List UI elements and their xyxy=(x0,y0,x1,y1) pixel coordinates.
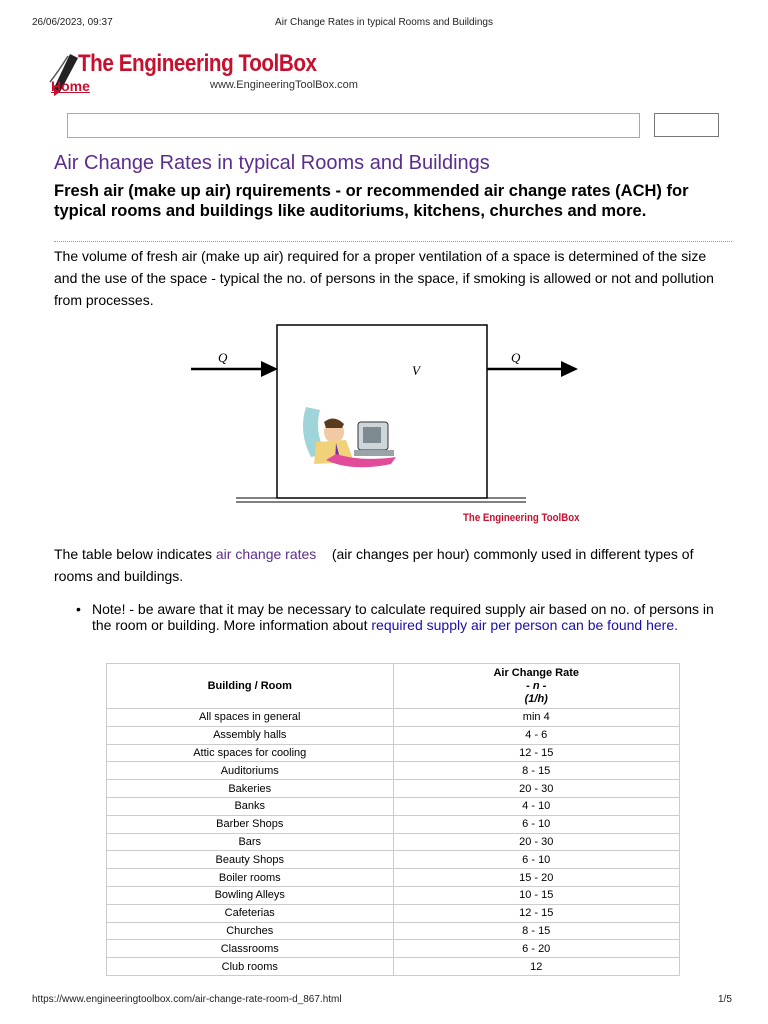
subtitle-divider xyxy=(54,241,732,242)
col-header-rate-line2: - n - xyxy=(526,679,547,692)
q-out-label: Q xyxy=(511,350,521,365)
col-header-rate-line3: (1/h) xyxy=(524,692,548,705)
print-url: https://www.engineeringtoolbox.com/air-change-rate-room-d_867.html xyxy=(32,994,342,1005)
rate-cell: 4 - 10 xyxy=(393,797,680,815)
rate-cell: 10 - 15 xyxy=(393,886,680,904)
col-header-rate-line1: Air Change Rate xyxy=(493,666,580,679)
table-row xyxy=(107,744,680,762)
table-row xyxy=(107,958,680,976)
room-cell: Cafeterias xyxy=(107,904,394,922)
rate-cell: 12 xyxy=(393,958,680,976)
ventilation-diagram xyxy=(186,322,586,532)
page-title: Air Change Rates in typical Rooms and Buildings xyxy=(54,152,490,174)
logo-title: The Engineering ToolBox xyxy=(78,50,317,77)
room-cell: Churches xyxy=(107,922,394,940)
room-cell: Bowling Alleys xyxy=(107,886,394,904)
table-row xyxy=(107,869,680,887)
rate-cell: 6 - 10 xyxy=(393,851,680,869)
room-cell: Club rooms xyxy=(107,958,394,976)
print-page-number: 1/5 xyxy=(718,994,732,1005)
note-text: Note! - be aware that it may be necessary to calculate required supply air based on no. of persons in the room or building. More information about xyxy=(92,601,714,633)
table-row xyxy=(107,762,680,780)
q-in-label: Q xyxy=(218,350,228,365)
rate-cell: 8 - 15 xyxy=(393,762,680,780)
search-input[interactable] xyxy=(67,113,640,138)
rate-cell: 6 - 10 xyxy=(393,815,680,833)
table-row xyxy=(107,833,680,851)
room-cell: Auditoriums xyxy=(107,762,394,780)
room-cell: Barber Shops xyxy=(107,815,394,833)
note-item xyxy=(92,601,732,633)
room-cell: Bars xyxy=(107,833,394,851)
room-cell: Beauty Shops xyxy=(107,851,394,869)
table-row xyxy=(107,922,680,940)
room-cell: Assembly halls xyxy=(107,726,394,744)
air-change-rates-link[interactable]: air change rates xyxy=(215,546,317,562)
rate-cell: 12 - 15 xyxy=(393,744,680,762)
table-intro-text: The table below indicates xyxy=(54,546,212,562)
room-cell: Classrooms xyxy=(107,940,394,958)
rate-cell: 20 - 30 xyxy=(393,833,680,851)
table-row xyxy=(107,904,680,922)
print-datetime: 26/06/2023, 09:37 xyxy=(32,17,113,28)
room-cell: Attic spaces for cooling xyxy=(107,744,394,762)
table-row xyxy=(107,851,680,869)
rate-cell: 6 - 20 xyxy=(393,940,680,958)
rate-cell: 15 - 20 xyxy=(393,869,680,887)
table-intro-text-2: (air changes per hour) commonly used in different types of rooms and buildings. xyxy=(54,546,694,584)
intro-paragraph: The volume of fresh air (make up air) required for a proper ventilation of a space is determined of the size and the use of the space - typical the no. of persons in the space, if smoking is allowed or not and pollution from processes. xyxy=(54,248,714,308)
col-header-room: Building / Room xyxy=(107,664,394,709)
room-cell: Banks xyxy=(107,797,394,815)
rate-cell: 12 - 15 xyxy=(393,904,680,922)
table-row xyxy=(107,797,680,815)
logo-url: www.EngineeringToolBox.com xyxy=(210,79,358,91)
site-logo[interactable] xyxy=(48,50,378,98)
table-row xyxy=(107,709,680,727)
supply-air-per-person-link[interactable]: required supply air per person can be found here. xyxy=(371,617,679,633)
table-row xyxy=(107,726,680,744)
room-cell: Bakeries xyxy=(107,780,394,798)
rate-cell: 4 - 6 xyxy=(393,726,680,744)
rate-cell: 20 - 30 xyxy=(393,780,680,798)
rate-cell: min 4 xyxy=(393,709,680,727)
col-header-rate xyxy=(393,664,680,709)
home-link[interactable]: Home xyxy=(51,78,90,94)
diagram-brand: The Engineering ToolBox xyxy=(463,512,580,525)
page-subtitle: Fresh air (make up air) rquirements - or recommended air change rates (ACH) for typical rooms and buildings like auditoriums, kitchens, churches and more. xyxy=(54,182,689,220)
table-row xyxy=(107,940,680,958)
volume-label: V xyxy=(412,363,420,378)
table-row xyxy=(107,780,680,798)
table-intro xyxy=(54,543,734,587)
bullet-icon: • xyxy=(76,601,81,617)
table-row xyxy=(107,815,680,833)
search-button[interactable] xyxy=(654,113,719,137)
rate-cell: 8 - 15 xyxy=(393,922,680,940)
inflow-arrowhead xyxy=(261,361,278,377)
outflow-arrowhead xyxy=(561,361,578,377)
print-title: Air Change Rates in typical Rooms and Buildings xyxy=(275,17,493,28)
table-row xyxy=(107,886,680,904)
room-cell: Boiler rooms xyxy=(107,869,394,887)
air-change-table xyxy=(106,663,680,976)
room-cell: All spaces in general xyxy=(107,709,394,727)
